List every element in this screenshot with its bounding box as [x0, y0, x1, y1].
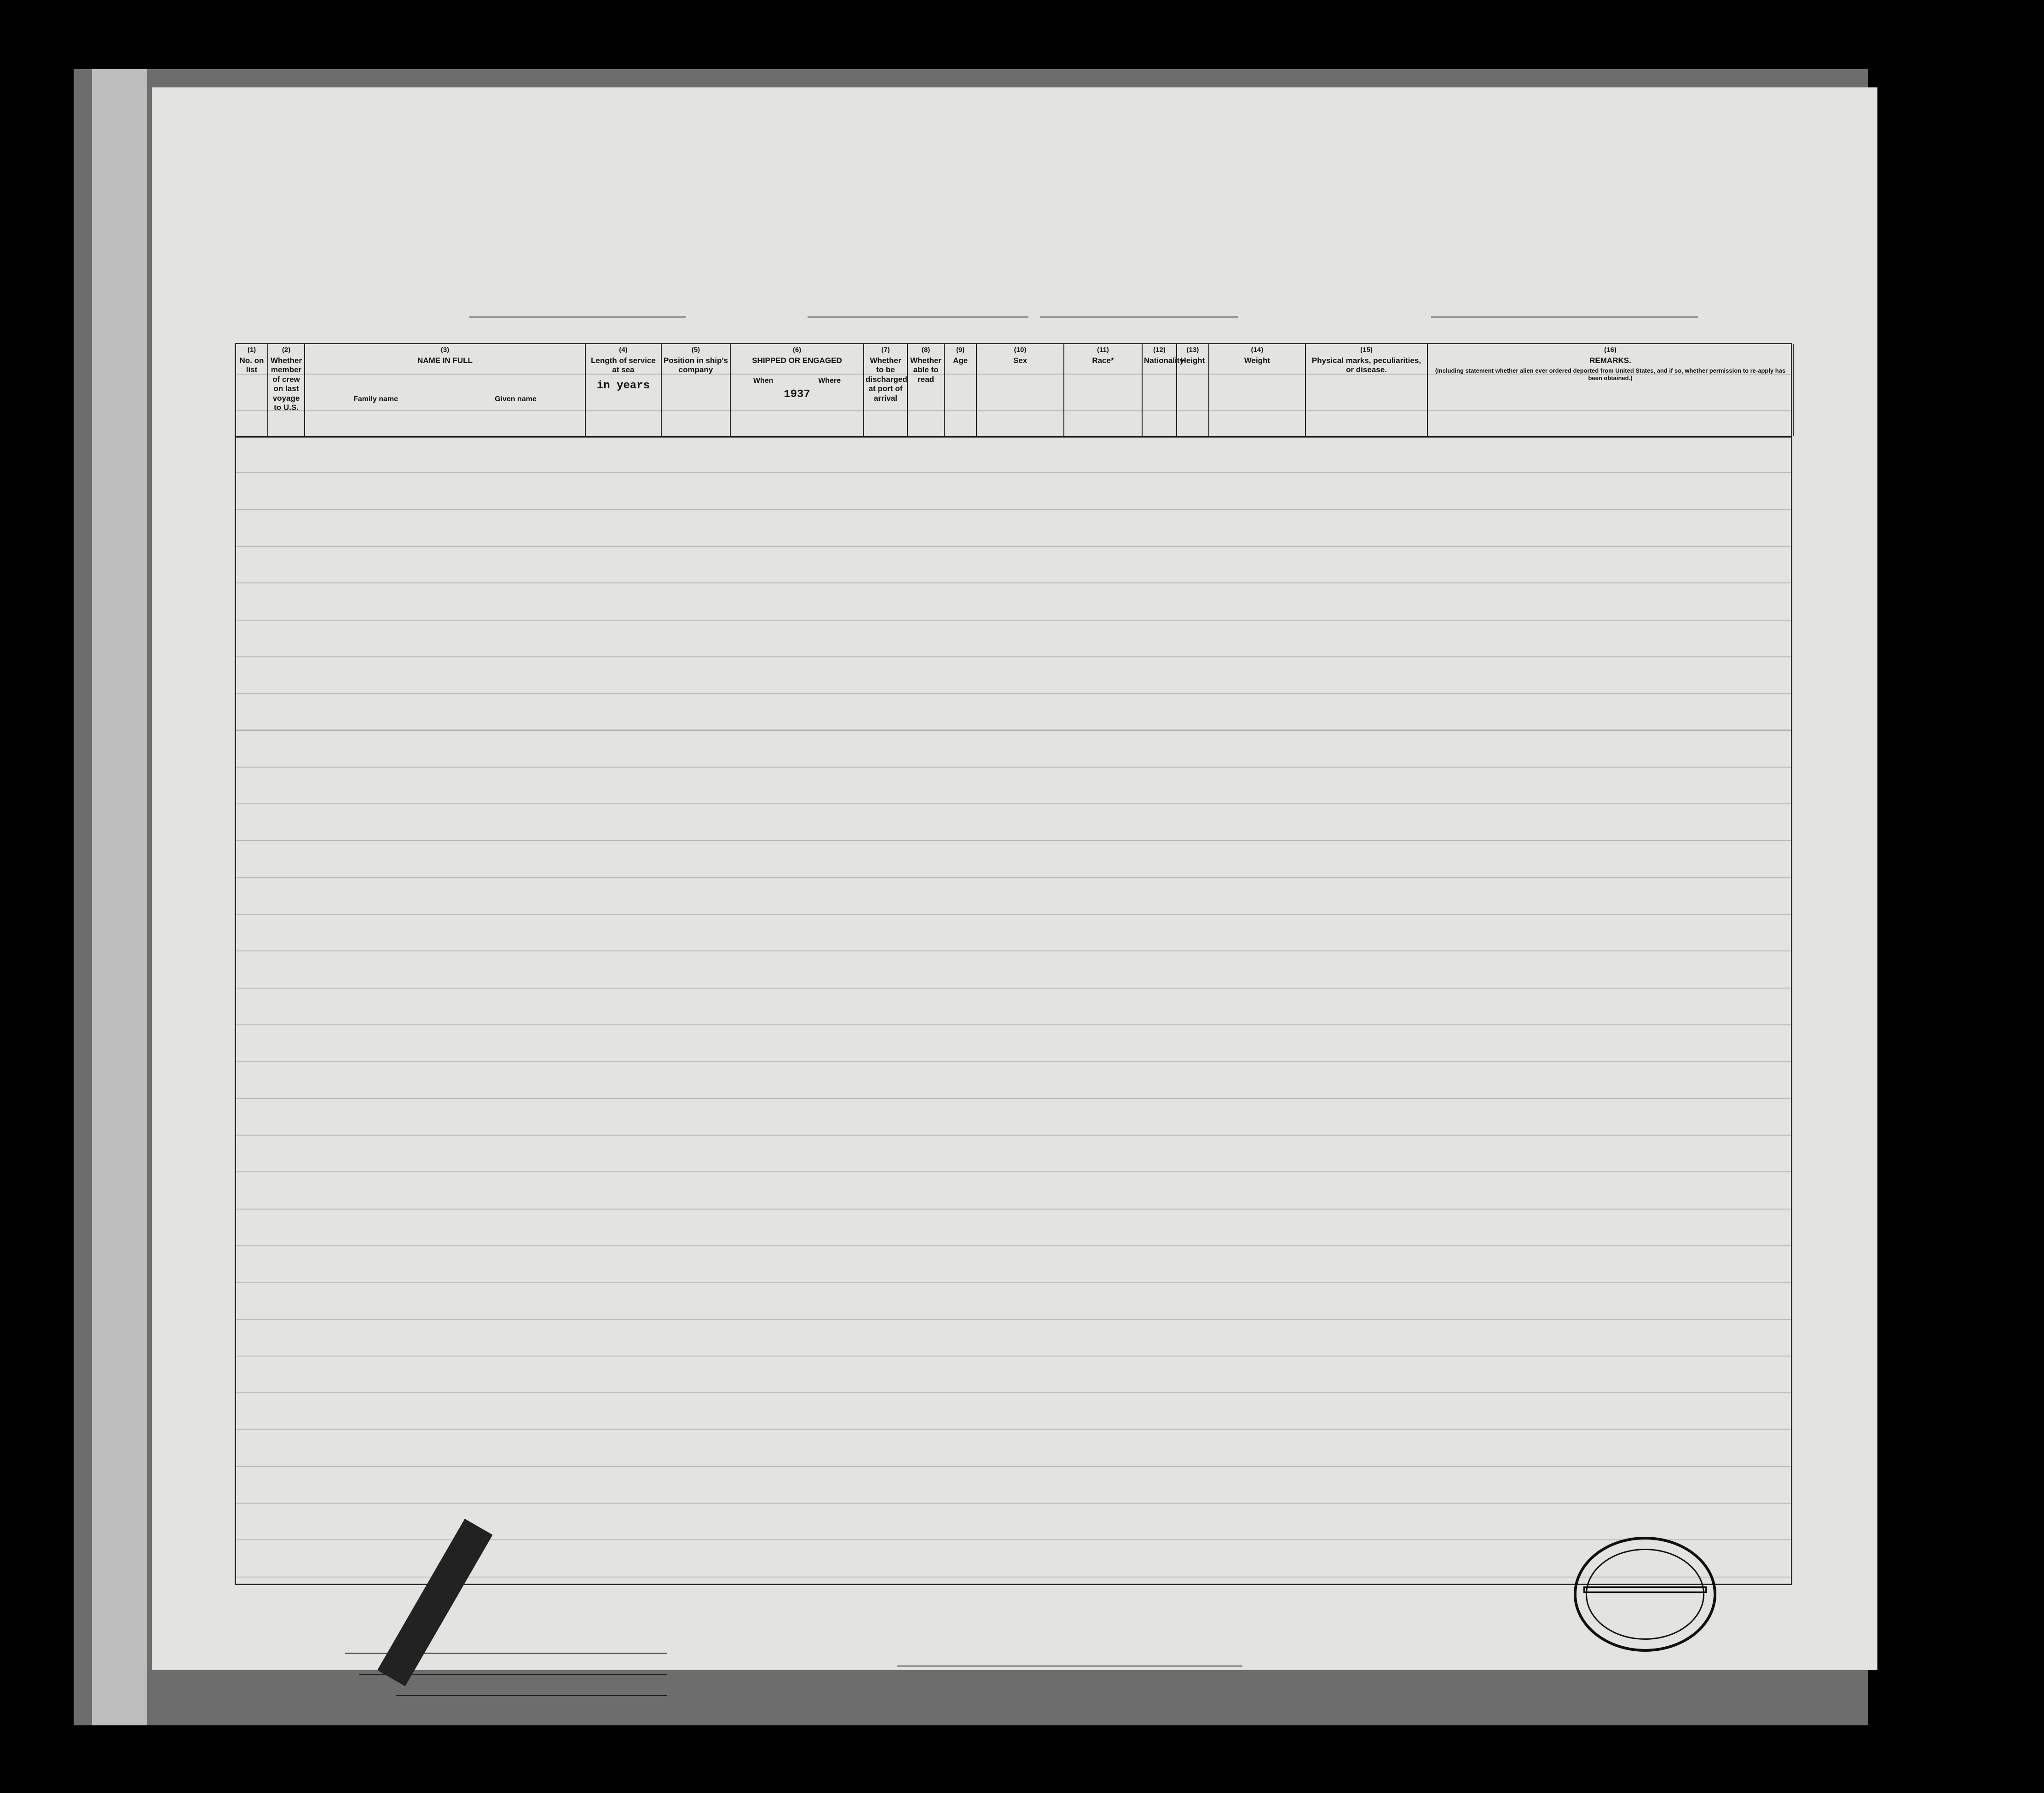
column-sublabel: Given name — [495, 395, 537, 404]
column-label: Whether able to read — [910, 356, 941, 384]
column-number: (15) — [1360, 346, 1373, 354]
mm-office-stamp — [1574, 1537, 1716, 1652]
column-number: (3) — [440, 346, 450, 354]
column-number: (16) — [1604, 346, 1617, 354]
column-header — [945, 344, 977, 436]
column-number: (5) — [691, 346, 700, 354]
column-label: REMARKS. — [1589, 356, 1631, 365]
column-header — [586, 344, 662, 436]
column-number: (9) — [956, 346, 965, 354]
column-number: (2) — [282, 346, 291, 354]
column-label: NAME IN FULL — [417, 356, 473, 365]
column-label: Race* — [1092, 356, 1114, 365]
column-label: Sex — [1013, 356, 1028, 365]
column-number: (6) — [792, 346, 802, 354]
column-extra: in years — [596, 379, 650, 392]
column-sublabel: Family name — [353, 395, 398, 404]
column-header — [1177, 344, 1209, 436]
column-label: No. on list — [239, 356, 264, 375]
column-header — [731, 344, 864, 436]
column-number: (1) — [247, 346, 256, 354]
column-header — [864, 344, 908, 436]
column-label: Weight — [1244, 356, 1270, 365]
column-label: Physical marks, peculiarities, or disease. — [1311, 356, 1421, 375]
column-number: (11) — [1097, 346, 1109, 354]
column-label: Length of service at sea — [591, 356, 656, 375]
column-number: (13) — [1186, 346, 1199, 354]
column-label: Height — [1180, 356, 1205, 365]
column-header — [1209, 344, 1306, 436]
column-number: (8) — [921, 346, 930, 354]
crew-table — [235, 343, 1792, 1585]
column-header — [305, 344, 586, 436]
column-label: Nationality — [1144, 356, 1184, 365]
column-number: (10) — [1014, 346, 1027, 354]
column-header — [908, 344, 945, 436]
column-extra: (Including statement whether alien ever ordered deported from United States, and if so, whether permission to re-apply has been obtained.) — [1435, 367, 1786, 381]
column-header — [1064, 344, 1143, 436]
column-label: Whether member of crew on last voyage to U.S. — [271, 356, 302, 412]
column-header — [662, 344, 731, 436]
column-number: (12) — [1153, 346, 1166, 354]
header-rule — [236, 436, 1791, 438]
column-header — [268, 344, 305, 436]
column-label: Whether to be discharged at port of arrival — [866, 356, 907, 403]
column-number: (4) — [619, 346, 628, 354]
column-sublabel: Where — [818, 377, 841, 385]
column-label: Position in ship's company — [663, 356, 728, 375]
voyage-line — [230, 294, 1726, 322]
column-number: (14) — [1251, 346, 1264, 354]
stamp-date — [1583, 1586, 1707, 1593]
column-header — [1143, 344, 1184, 436]
column-sublabel: When — [753, 377, 774, 385]
binder-spine — [92, 69, 147, 1725]
column-label: Age — [953, 356, 968, 365]
column-number: (7) — [881, 346, 890, 354]
column-header — [977, 344, 1064, 436]
column-label: SHIPPED OR ENGAGED — [752, 356, 842, 365]
column-extra: 1937 — [784, 388, 810, 401]
column-header — [1306, 344, 1428, 436]
column-header — [1428, 344, 1794, 436]
column-sublabels — [305, 395, 585, 404]
column-header — [236, 344, 268, 436]
column-sublabels — [731, 376, 863, 385]
